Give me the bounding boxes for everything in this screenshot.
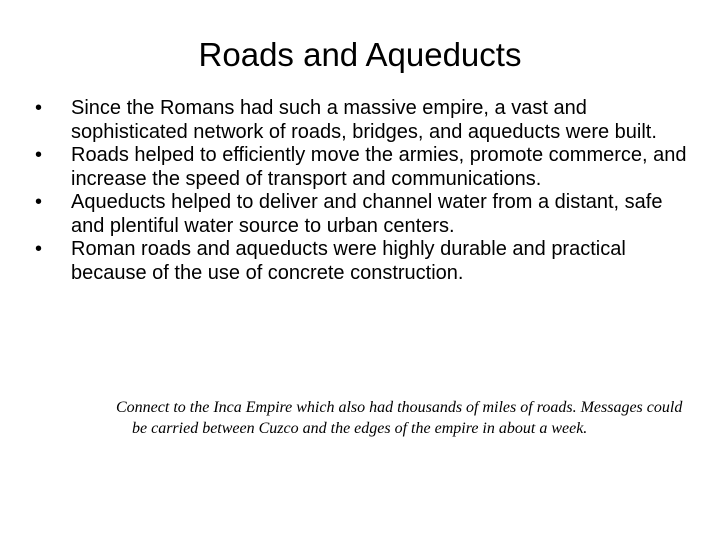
bullet-marker: • xyxy=(35,191,43,213)
bullet-marker: • xyxy=(35,97,43,119)
bullet-marker: • xyxy=(35,238,43,260)
bullet-text: Aqueducts helped to deliver and channel water from a distant, safe and plentiful water source to urban centers. xyxy=(71,191,663,237)
bullet-item xyxy=(35,97,695,144)
bullet-marker: • xyxy=(35,144,43,166)
bullet-text: Roman roads and aqueducts were highly durable and practical because of the use of concrete construction. xyxy=(71,238,626,284)
slide-title: Roads and Aqueducts xyxy=(198,36,522,73)
bullet-item xyxy=(35,191,695,238)
bullet-text: Since the Romans had such a massive empire, a vast and sophisticated network of roads, bridges, and aqueducts were built. xyxy=(71,97,657,143)
inca-connection-note: Connect to the Inca Empire which also had thousands of miles of roads. Messages could be carried between Cuzco and the edges of the empire in about a week. xyxy=(116,399,683,437)
bullet-text: Roads helped to efficiently move the armies, promote commerce, and increase the speed of transport and communications. xyxy=(71,144,687,190)
bullet-item xyxy=(35,238,695,285)
bullet-item xyxy=(35,144,695,191)
bullet-list xyxy=(35,97,695,285)
